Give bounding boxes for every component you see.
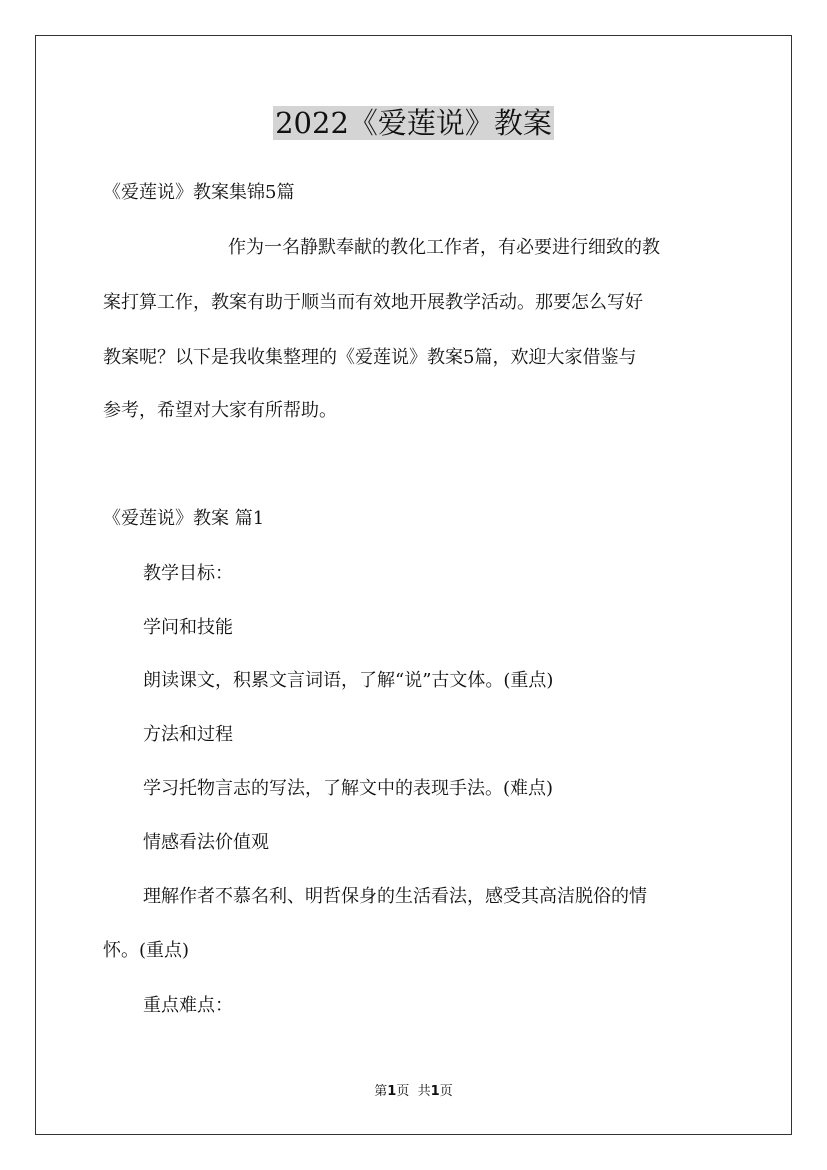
footer-page-number: 1 <box>387 1084 397 1099</box>
body-line-key-difficulties: 重点难点： <box>143 995 233 1016</box>
document-title: 2022《爱莲说》教案 <box>275 106 552 140</box>
body-line-understanding-cont: 怀。(重点) <box>103 940 190 961</box>
footer-total-pages: 1 <box>430 1084 440 1099</box>
body-line-reading: 朗读课文，积累文言词语，了解“说”古文体。(重点) <box>143 670 554 691</box>
page-footer <box>0 1083 827 1101</box>
body-line-emotion-values: 情感看法价值观 <box>143 832 269 853</box>
intro-line-3: 教案呢？以下是我收集整理的《爱莲说》教案5篇，欢迎大家借鉴与 <box>103 347 637 368</box>
body-line-method-process: 方法和过程 <box>143 724 233 745</box>
section-heading: 《爱莲说》教案 篇1 <box>103 508 265 529</box>
body-line-teaching-goals: 教学目标： <box>143 563 233 584</box>
footer-total-prefix: 共 <box>417 1084 431 1099</box>
intro-line-4: 参考，希望对大家有所帮助。 <box>103 400 337 421</box>
intro-line-2: 案打算工作，教案有助于顺当而有效地开展教学活动。那要怎么写好 <box>103 292 643 313</box>
intro-line-1: 作为一名静默奉献的教化工作者，有必要进行细致的教 <box>228 237 660 258</box>
body-line-understanding: 理解作者不慕名利、明哲保身的生活看法，感受其高洁脱俗的情 <box>143 886 647 907</box>
footer-page-prefix: 第 <box>374 1084 388 1099</box>
document-subtitle: 《爱莲说》教案集锦5篇 <box>103 182 295 203</box>
body-line-writing-method: 学习托物言志的写法，了解文中的表现手法。(难点) <box>143 778 554 799</box>
body-line-knowledge-skills: 学问和技能 <box>143 617 233 638</box>
footer-page-suffix: 页 <box>396 1084 410 1099</box>
footer-total-suffix: 页 <box>439 1084 453 1099</box>
